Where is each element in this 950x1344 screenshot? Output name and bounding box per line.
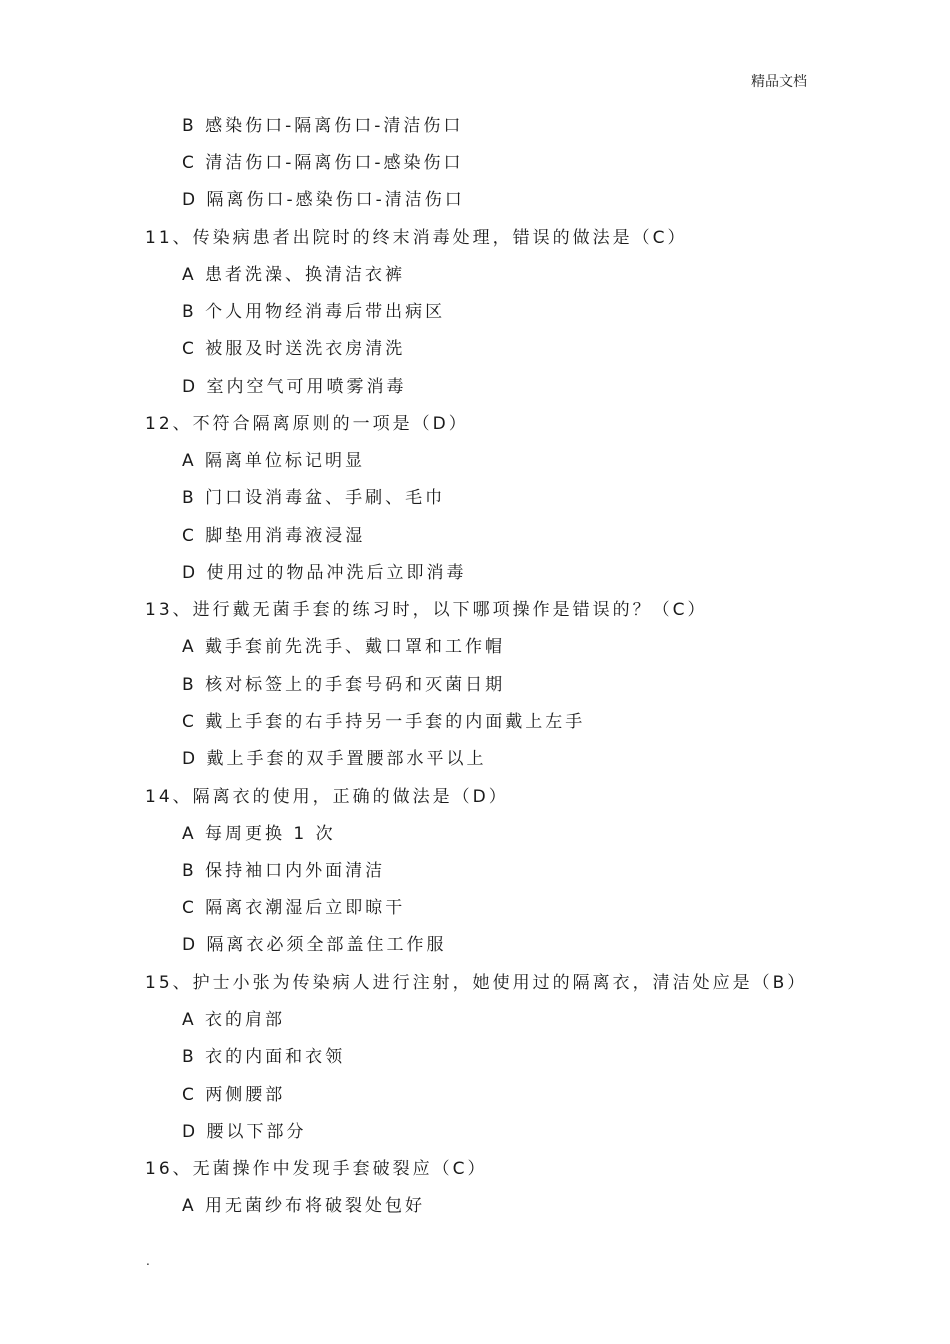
question-line: 11、传染病患者出院时的终末消毒处理，错误的做法是（C） [145,228,688,248]
option-line: D 使用过的物品冲洗后立即消毒 [182,563,467,583]
footer-mark: . [146,1254,150,1268]
option-line: C 两侧腰部 [182,1085,286,1105]
option-line: C 脚垫用消毒液浸湿 [182,526,366,546]
option-line: B 门口设消毒盆、手刷、毛巾 [182,488,446,508]
option-line: A 隔离单位标记明显 [182,451,366,471]
option-line: B 保持袖口内外面清洁 [182,861,386,881]
option-line: B 核对标签上的手套号码和灭菌日期 [182,675,506,695]
question-line: 12、不符合隔离原则的一项是（D） [145,414,469,434]
option-line: D 隔离伤口-感染伤口-清洁伤口 [182,190,465,210]
question-line: 13、进行戴无菌手套的练习时，以下哪项操作是错误的？（C） [145,600,708,620]
option-line: A 患者洗澡、换清洁衣裤 [182,265,406,285]
option-line: C 清洁伤口-隔离伤口-感染伤口 [182,153,464,173]
option-line: C 被服及时送洗衣房清洗 [182,339,406,359]
question-line: 16、无菌操作中发现手套破裂应（C） [145,1159,488,1179]
option-line: D 室内空气可用喷雾消毒 [182,377,407,397]
page-header-label: 精品文档 [751,74,807,90]
option-line: B 衣的内面和衣领 [182,1047,346,1067]
option-line: B 个人用物经消毒后带出病区 [182,302,446,322]
option-line: B 感染伤口-隔离伤口-清洁伤口 [182,116,464,136]
option-line: C 隔离衣潮湿后立即晾干 [182,898,406,918]
option-line: D 隔离衣必须全部盖住工作服 [182,935,447,955]
question-line: 14、隔离衣的使用，正确的做法是（D） [145,787,509,807]
option-line: D 腰以下部分 [182,1122,307,1142]
option-line: A 每周更换 1 次 [182,824,336,844]
option-line: A 衣的肩部 [182,1010,286,1030]
option-line: A 戴手套前先洗手、戴口罩和工作帽 [182,637,506,657]
option-line: C 戴上手套的右手持另一手套的内面戴上左手 [182,712,586,732]
option-line: A 用无菌纱布将破裂处包好 [182,1196,426,1216]
option-line: D 戴上手套的双手置腰部水平以上 [182,749,487,769]
question-line: 15、护士小张为传染病人进行注射，她使用过的隔离衣，清洁处应是（B） [145,973,808,993]
